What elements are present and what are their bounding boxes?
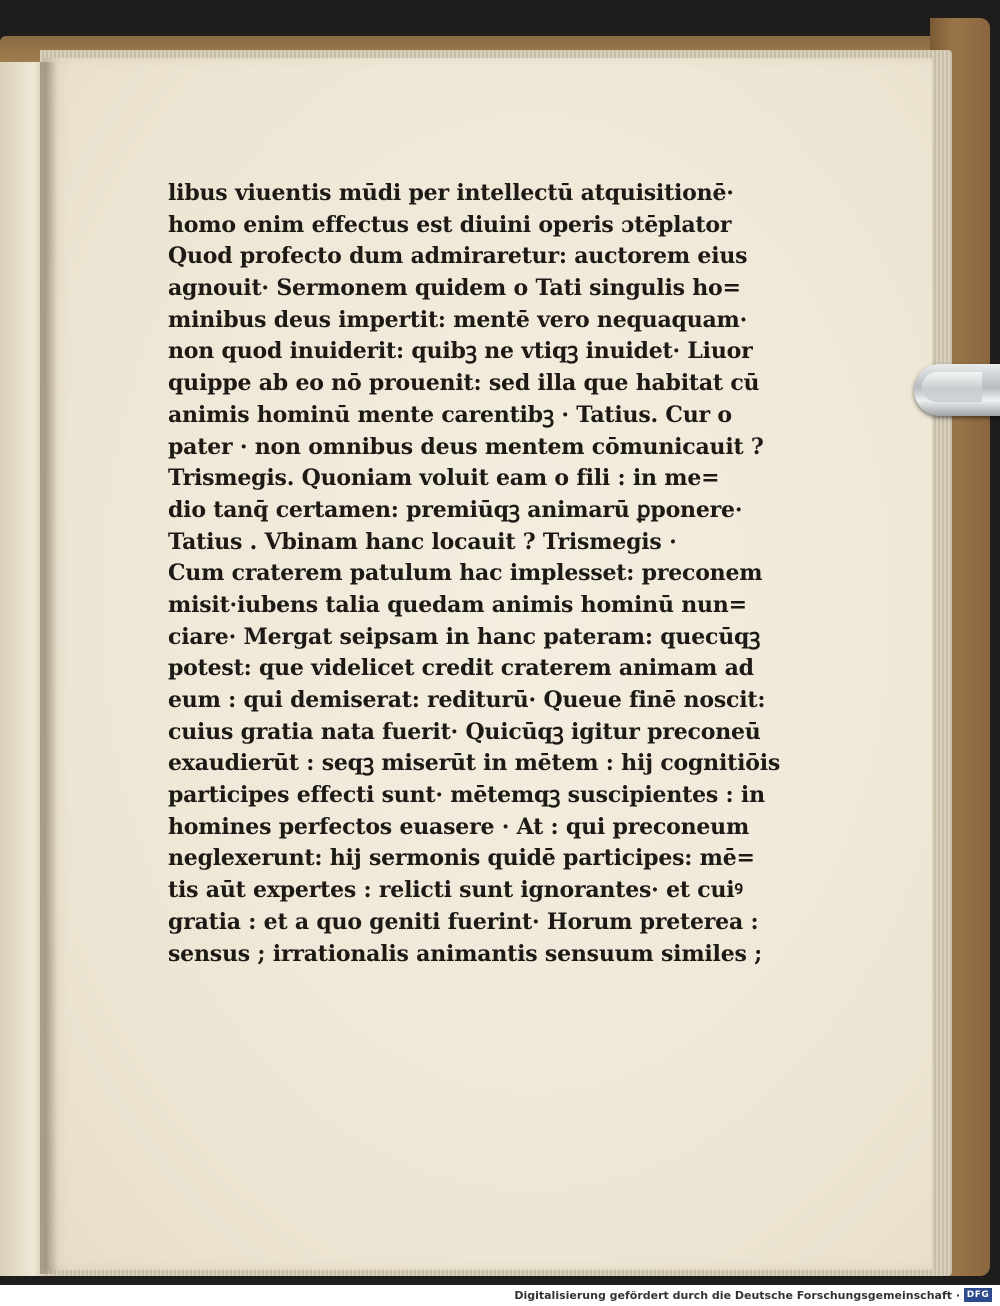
text-line: participes effecti sunt· mētemqꝫ suscipientes : in — [168, 782, 765, 809]
text-line: potest: que videlicet credit craterem animam ad — [168, 655, 754, 682]
text-line: misit·iubens talia quedam animis hominū nun= — [168, 591, 747, 618]
footer-bar — [0, 1285, 1000, 1306]
text-line: animis hominū mente carentibꝫ · Tatius. Cur o — [168, 401, 732, 428]
text-line: quippe ab eo nō prouenit: sed illa que habitat cū — [168, 370, 760, 397]
text-line: agnouit· Sermonem quidem o Tati singulis ho= — [168, 275, 741, 302]
text-line: ciare· Mergat seipsam in hanc pateram: quecūqꝫ — [168, 623, 761, 650]
incunabula-text-block — [168, 178, 781, 970]
text-line: Quod profecto dum admiraretur: auctorem eius — [168, 243, 748, 270]
text-line: homines perfectos euasere · At : qui preconeum — [168, 813, 750, 840]
text-line: gratia : et a quo geniti fuerint· Horum preterea : — [168, 908, 759, 935]
text-line: Tatius . Vbinam hanc locauit ? Trismegis · — [168, 528, 677, 555]
text-line: Cum craterem patulum hac implesset: preconem — [168, 560, 763, 587]
text-line: homo enim effectus est diuini operis ɔtēplator — [168, 211, 732, 238]
text-line: pater · non omnibus deus mentem cōmunicauit ? — [168, 433, 764, 460]
dfg-logo: DFG — [964, 1288, 992, 1302]
text-line: neglexerunt: hij sermonis quidē participes: mē= — [168, 845, 755, 872]
funding-credit: Digitalisierung gefördert durch die Deutsche Forschungsgemeinschaft · — [514, 1289, 960, 1302]
text-line: tis aūt expertes : relicti sunt ignorantes· et cuiꝰ — [168, 877, 743, 904]
text-line: sensus ; irrationalis animantis sensuum similes ; — [168, 940, 763, 967]
text-line: non quod inuiderit: quibꝫ ne vtiqꝫ inuidet· Liuor — [168, 338, 753, 365]
text-line: cuius gratia nata fuerit· Quicūqꝫ igitur preconeū — [168, 718, 761, 745]
page-clamp-highlight — [922, 372, 982, 402]
text-line: libus viuentis mūdi per intellectū atquisitionē· — [168, 180, 734, 206]
text-line: eum : qui demiserat: rediturū· Queue finē noscit: — [168, 687, 766, 713]
text-line: dio tanq̄ certamen: premiūqꝫ animarū ꝑponere· — [168, 496, 743, 523]
text-line: Trismegis. Quoniam voluit eam o fili : in me= — [168, 465, 720, 492]
text-line: minibus deus impertit: mentē vero nequaquam· — [168, 306, 748, 333]
gutter-shadow — [40, 62, 58, 1274]
text-line: exaudierūt : seqꝫ miserūt in mētem : hij cognitiōis — [168, 750, 781, 777]
